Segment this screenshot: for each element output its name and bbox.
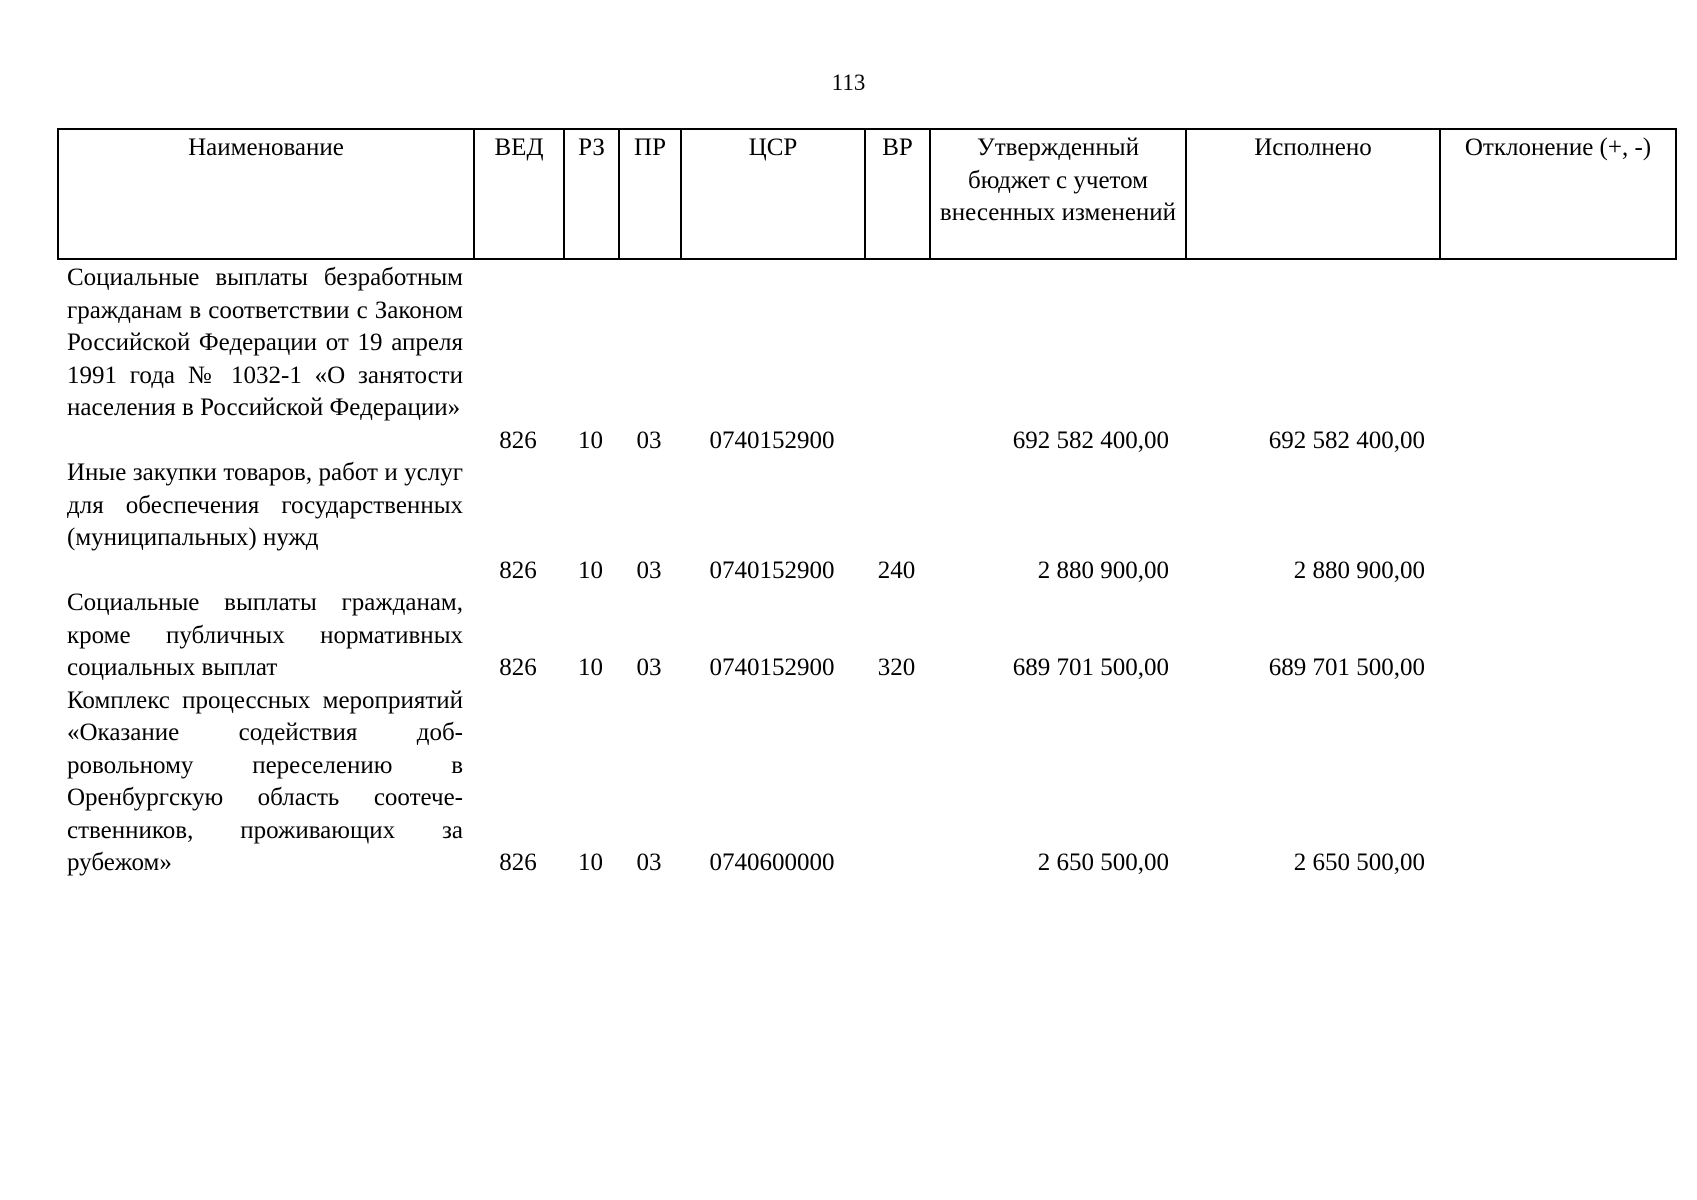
row-name: Социальные выплаты гражданам, кроме публичных нормативных социальных выплат <box>67 589 463 681</box>
table-header <box>57 128 1677 260</box>
row-pr: 03 <box>636 654 662 681</box>
row-rz: 10 <box>578 556 603 584</box>
row-csr: 0740152900 <box>709 426 835 454</box>
row-ved: 826 <box>499 426 537 454</box>
row-approved: 2 650 500,00 <box>1037 849 1169 876</box>
header-executed: Исполнено <box>1186 129 1440 259</box>
row-name: Иные закупки товаров, работ и услуг для обеспечения государственных (муниципальных) нужд <box>67 459 463 551</box>
row-approved: 2 880 900,00 <box>1037 556 1169 584</box>
row-rz: 10 <box>578 426 603 454</box>
header-deviation: Отклонение (+, -) <box>1440 129 1676 259</box>
table-row <box>0 457 1697 587</box>
row-name: Комплекс процессных мероприятий «Оказание содействия добровольному переселению в Оренбургскую область соотечественников, проживающих за рубежом» <box>67 686 463 876</box>
header-csr: ЦСР <box>681 129 865 259</box>
row-executed: 689 701 500,00 <box>1268 654 1425 681</box>
row-executed: 2 650 500,00 <box>1293 849 1425 876</box>
row-rz: 10 <box>578 849 603 876</box>
row-vr: 320 <box>877 654 916 681</box>
row-rz: 10 <box>578 654 603 681</box>
row-pr: 03 <box>636 426 662 454</box>
header-name: Наименование <box>58 129 474 259</box>
row-csr: 0740152900 <box>709 556 835 584</box>
row-executed: 692 582 400,00 <box>1268 426 1425 454</box>
row-csr: 0740600000 <box>709 849 835 876</box>
table-row <box>0 587 1697 685</box>
table-row <box>0 262 1697 457</box>
row-vr: 240 <box>877 556 916 584</box>
row-ved: 826 <box>499 556 537 584</box>
row-name: Социальные выплаты безработным гражданам в соответствии с Законом Российской Федерации от 19 апреля 1991 года № 1032-1 «О занятости населения в Российской Федерации» <box>67 264 463 421</box>
header-approved: Утвержденный бюджет с учетом внесенных изменений <box>930 129 1186 259</box>
header-vr: ВР <box>865 129 930 259</box>
page-number: 113 <box>831 70 866 95</box>
header-ved: ВЕД <box>474 129 564 259</box>
row-pr: 03 <box>636 849 662 876</box>
row-approved: 689 701 500,00 <box>1012 654 1169 681</box>
row-ved: 826 <box>499 849 537 876</box>
row-approved: 692 582 400,00 <box>1012 426 1169 454</box>
header-rz: РЗ <box>564 129 619 259</box>
row-executed: 2 880 900,00 <box>1293 556 1425 584</box>
row-pr: 03 <box>636 556 662 584</box>
table-row <box>0 685 1697 880</box>
row-ved: 826 <box>499 654 537 681</box>
header-pr: ПР <box>619 129 681 259</box>
row-csr: 0740152900 <box>709 654 835 681</box>
